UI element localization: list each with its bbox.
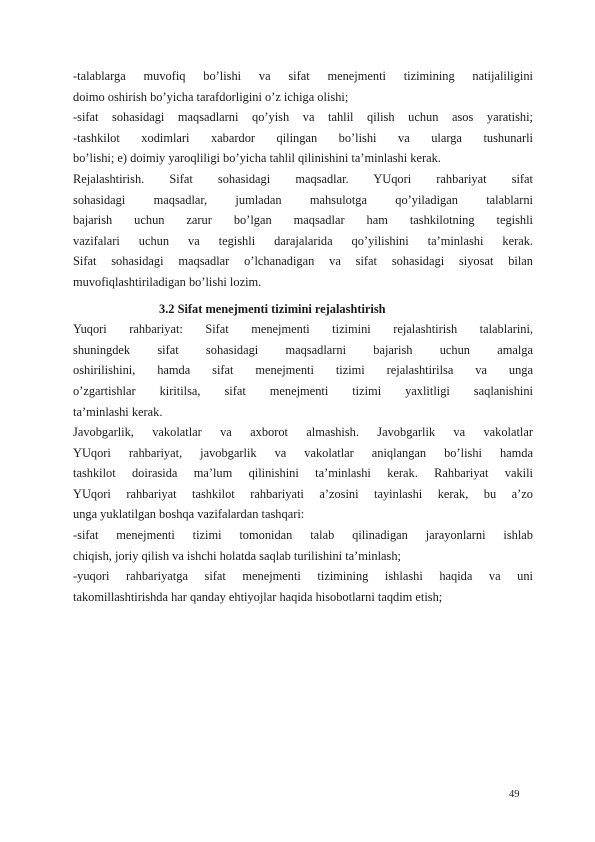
- document-page: [73, 66, 533, 607]
- text-line: bajarish uchun zarur bo’lgan maqsadlar ham tashkilotning tegishli: [73, 213, 533, 228]
- text-line: chiqish, joriy qilish va ishchi holatda saqlab turilishini ta’minlash;: [73, 548, 401, 563]
- text-line: -yuqori rahbariyatga sifat menejmenti tizimining ishlashi haqida va uni: [73, 569, 533, 584]
- text-line: YUqori rahbariyat, javobgarlik va vakolatlar aniqlangan bo’lishi hamda: [73, 445, 533, 460]
- text-line: tashkilot doirasida ma’lum qilinishini ta’minlashi kerak. Rahbariyat vakili: [73, 466, 533, 481]
- text-line: unga yuklatilgan boshqa vazifalardan tashqari:: [73, 507, 305, 522]
- text-line: o’zgartishlar kiritilsa, sifat menejmenti tizimi yaxlitligi saqlanishini: [73, 383, 533, 398]
- text-line: muvofiqlashtiriladigan bo’lishi lozim.: [73, 274, 262, 289]
- text-line: YUqori rahbariyat tashkilot rahbariyati a’zosini tayinlashi kerak, bu a’zo: [73, 486, 533, 501]
- text-line: Sifat sohasidagi maqsadlar o’lchanadigan va sifat sohasidagi siyosat bilan: [73, 254, 533, 269]
- text-line: Javobgarlik, vakolatlar va axborot almashish. Javobgarlik va vakolatlar: [73, 425, 533, 440]
- text-line: oshirilishini, hamda sifat menejmenti tizimi rejalashtirilsa va unga: [73, 363, 533, 378]
- text-line: ta’minlashi kerak.: [73, 404, 163, 419]
- text-block-1: [73, 66, 533, 293]
- text-line: -sifat menejmenti tizimi tomonidan talab qilinadigan jarayonlarni ishlab: [73, 528, 533, 543]
- text-line: takomillashtirishda har qanday ehtiyojlar haqida hisobotlarni taqdim etish;: [73, 589, 443, 604]
- section-heading: 3.2 Sifat menejmenti tizimini rejalashtirish: [159, 301, 386, 316]
- text-line: Yuqori rahbariyat: Sifat menejmenti tizimini rejalashtirish talablarini,: [73, 322, 533, 337]
- text-block-2: [73, 319, 533, 607]
- text-line: sohasidagi maqsadlar, jumladan mahsulotga qo’yiladigan talablarni: [73, 192, 533, 207]
- text-line: -tashkilot xodimlari xabardor qilingan bo’lishi va ularga tushunarli: [73, 130, 533, 145]
- text-line: doimo oshirish bo’yicha tarafdorligini o’z ichiga olishi;: [73, 89, 349, 104]
- text-line: bo’lishi; e) doimiy yaroqliligi bo’yicha tahlil qilinishini ta’minlashi kerak.: [73, 151, 441, 166]
- text-line: -sifat sohasidagi maqsadlarni qo’yish va tahlil qilish uchun asos yaratishi;: [73, 110, 533, 125]
- page-number: 49: [509, 789, 520, 800]
- text-line: Rejalashtirish. Sifat sohasidagi maqsadlar. YUqori rahbariyat sifat: [73, 171, 533, 186]
- text-line: vazifalari uchun va tegishli darajalarida qo’yilishini ta’minlashi kerak.: [73, 233, 533, 248]
- text-line: shuningdek sifat sohasidagi maqsadlarni bajarish uchun amalga: [73, 342, 533, 357]
- text-line: -talablarga muvofiq bo’lishi va sifat menejmenti tizimining natijaliligini: [73, 69, 533, 83]
